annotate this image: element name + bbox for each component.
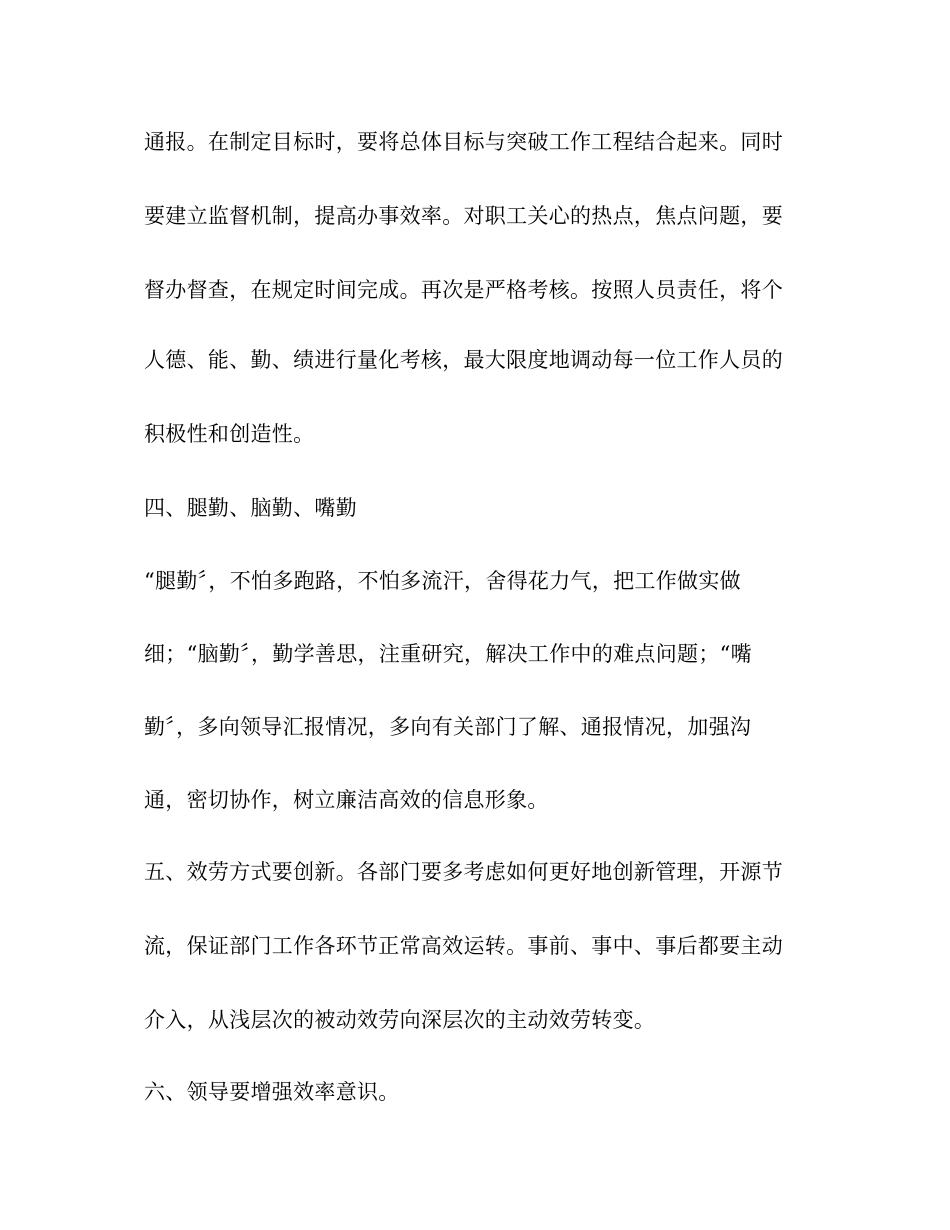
- section-line-5: 五、效劳方式要创新。各部门要多考虑如何更好地创新管理，开源节: [144, 860, 783, 884]
- text-line-4: 人德、能、勤、绩进行量化考核，最大限度地调动每一位工作人员的: [144, 348, 783, 372]
- text-line-5: 积极性和创造性。: [144, 422, 315, 446]
- text-line-10: 通，密切协作，树立廉洁高效的信息形象。: [144, 788, 549, 812]
- text-line-13: 介入，从浅层次的被动效劳向深层次的主动效劳转变。: [144, 1008, 656, 1032]
- text-line-1: 通报。在制定目标时，要将总体目标与突破工作工程结合起来。同时: [144, 130, 783, 154]
- section-heading-6: 六、领导要增强效率意识。: [144, 1080, 400, 1104]
- text-line-12: 流，保证部门工作各环节正常高效运转。事前、事中、事后都要主动: [144, 934, 783, 958]
- text-line-7: “腿勤〞，不怕多跑路，不怕多流汗，舍得花力气，把工作做实做: [144, 569, 741, 593]
- text-line-8: 细；“脑勤〞，勤学善思，注重研究，解决工作中的难点问题；“嘴: [144, 642, 752, 666]
- text-line-2: 要建立监督机制，提高办事效率。对职工关心的热点，焦点问题，要: [144, 204, 783, 228]
- text-line-3: 督办督查，在规定时间完成。再次是严格考核。按照人员责任，将个: [144, 278, 783, 302]
- text-line-9: 勤〞，多向领导汇报情况，多向有关部门了解、通报情况，加强沟: [144, 715, 752, 739]
- section-heading-4: 四、腿勤、脑勤、嘴勤: [144, 496, 357, 520]
